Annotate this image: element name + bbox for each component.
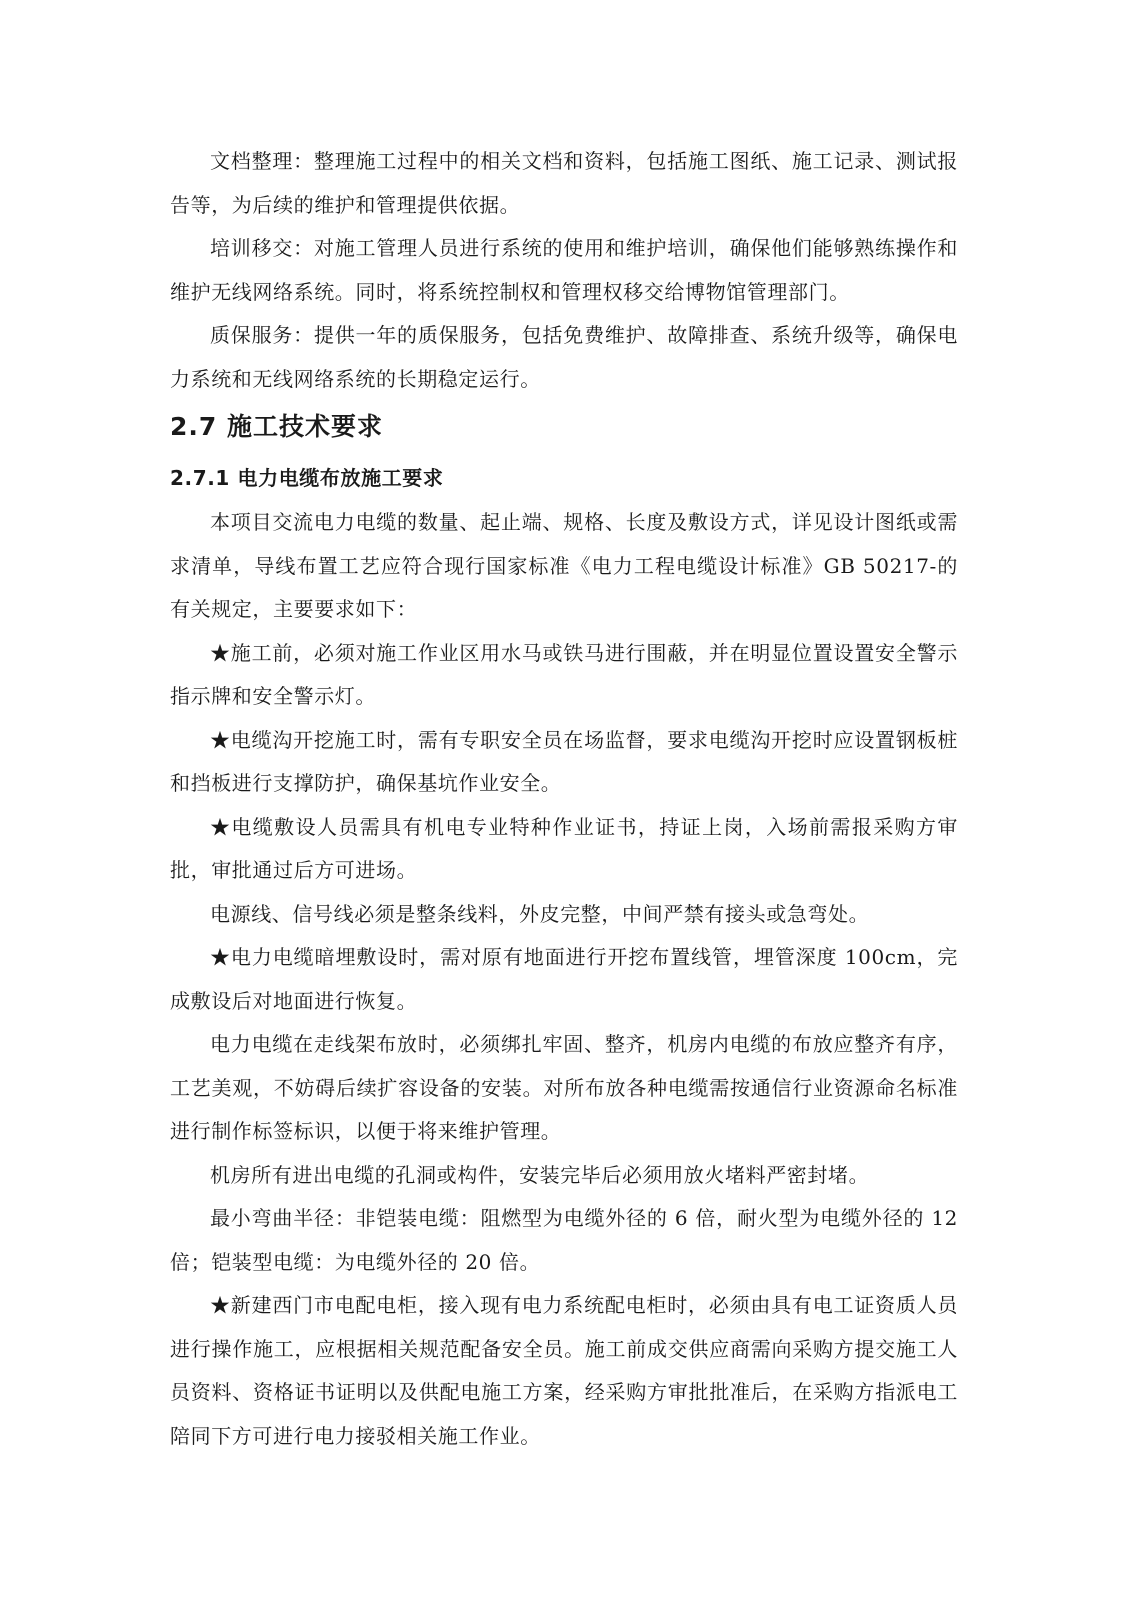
paragraph-item: 机房所有进出电缆的孔洞或构件，安装完毕后必须用放火堵料严密封堵。 [210, 1162, 870, 1187]
paragraph-item: ★电缆敷设人员需具有机电专业特种作业证书，持证上岗，入场前需报采购方审批，审批通过后方可进场。 [170, 814, 958, 882]
paragraph-item: ★新建西门市电配电柜，接入现有电力系统配电柜时，必须由具有电工证资质人员进行操作施工，应根据相关规范配备安全员。施工前成交供应商需向采购方提交施工人员资料、资格证书证明以及供配电施工方案，经采购方审批批准后，在采购方指派电工陪同下方可进行电力接驳相关施工作业。 [170, 1293, 958, 1448]
document-page [170, 140, 958, 1458]
paragraph-item: 电源线、信号线必须是整条线料，外皮完整，中间严禁有接头或急弯处。 [210, 901, 870, 926]
paragraph-intro: 本项目交流电力电缆的数量、起止端、规格、长度及敷设方式，详见设计图纸或需求清单，导线布置工艺应符合现行国家标准《电力工程电缆设计标准》GB 50217-的有关规定，主要要求如下： [170, 510, 958, 621]
paragraph-item: ★电力电缆暗埋敷设时，需对原有地面进行开挖布置线管，埋管深度 100cm，完成敷设后对地面进行恢复。 [170, 945, 958, 1013]
paragraph-item: ★电缆沟开挖施工时，需有专职安全员在场监督，要求电缆沟开挖时应设置钢板桩和挡板进行支撑防护，确保基坑作业安全。 [170, 727, 958, 795]
paragraph-item: 电力电缆在走线架布放时，必须绑扎牢固、整齐，机房内电缆的布放应整齐有序，工艺美观，不妨碍后续扩容设备的安装。对所布放各种电缆需按通信行业资源命名标准进行制作标签标识，以便于将来维护管理。 [170, 1032, 958, 1143]
paragraph-document-organization: 文档整理：整理施工过程中的相关文档和资料，包括施工图纸、施工记录、测试报告等，为后续的维护和管理提供依据。 [170, 149, 958, 217]
paragraph-item: 最小弯曲半径：非铠装电缆：阻燃型为电缆外径的 6 倍，耐火型为电缆外径的 12 倍；铠装型电缆：为电缆外径的 20 倍。 [170, 1206, 958, 1274]
paragraph-training-handover: 培训移交：对施工管理人员进行系统的使用和维护培训，确保他们能够熟练操作和维护无线网络系统。同时，将系统控制权和管理权移交给博物馆管理部门。 [170, 236, 958, 304]
section-heading: 2.7 施工技术要求 [170, 412, 383, 441]
subsection-heading: 2.7.1 电力电缆布放施工要求 [170, 466, 444, 490]
paragraph-warranty-service: 质保服务：提供一年的质保服务，包括免费维护、故障排查、系统升级等，确保电力系统和无线网络系统的长期稳定运行。 [170, 323, 958, 391]
paragraph-item: ★施工前，必须对施工作业区用水马或铁马进行围蔽，并在明显位置设置安全警示指示牌和安全警示灯。 [170, 640, 958, 708]
